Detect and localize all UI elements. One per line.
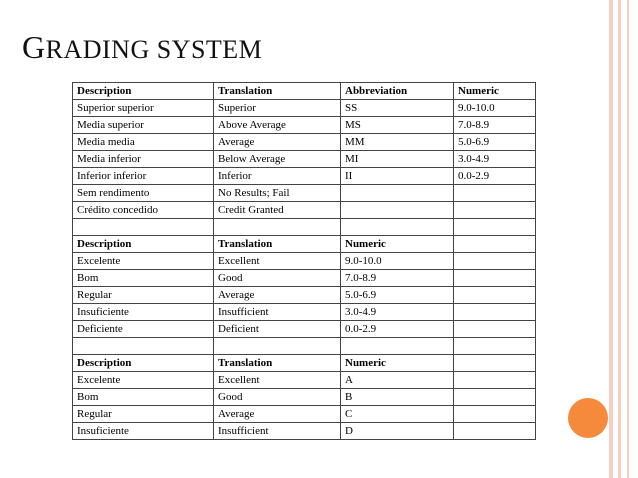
table-cell: Deficiente [73, 321, 214, 338]
decorative-stripe [618, 0, 621, 478]
table-row [73, 202, 536, 219]
column-header: Numeric [454, 83, 536, 100]
table-cell: 9.0-10.0 [454, 100, 536, 117]
table-cell [454, 406, 536, 423]
empty-cell [454, 219, 536, 236]
table-cell: Media media [73, 134, 214, 151]
table-cell: MI [341, 151, 454, 168]
column-header: Description [73, 83, 214, 100]
column-header: Numeric [341, 355, 454, 372]
table-cell: Average [214, 134, 341, 151]
table-cell: Bom [73, 389, 214, 406]
table-cell: Crédito concedido [73, 202, 214, 219]
column-header: Translation [214, 355, 341, 372]
table-row [73, 100, 536, 117]
column-header [454, 355, 536, 372]
table-cell [454, 372, 536, 389]
table-cell: Excellent [214, 253, 341, 270]
table-cell: 9.0-10.0 [341, 253, 454, 270]
table-cell [454, 185, 536, 202]
table-cell: Media inferior [73, 151, 214, 168]
table-cell: 0.0-2.9 [454, 168, 536, 185]
table-cell: Media superior [73, 117, 214, 134]
table-row [73, 372, 536, 389]
title-rest: RADING SYSTEM [45, 35, 263, 64]
table-cell: 7.0-8.9 [454, 117, 536, 134]
table-cell: 0.0-2.9 [341, 321, 454, 338]
empty-cell [341, 338, 454, 355]
spacer-row [73, 338, 536, 355]
table-cell: Credit Granted [214, 202, 341, 219]
table-cell [454, 423, 536, 440]
table-row [73, 423, 536, 440]
table-cell: 5.0-6.9 [454, 134, 536, 151]
table-cell: Average [214, 287, 341, 304]
table-header-row [73, 236, 536, 253]
table-cell: MM [341, 134, 454, 151]
table-cell: 7.0-8.9 [341, 270, 454, 287]
empty-cell [454, 338, 536, 355]
table-cell: Sem rendimento [73, 185, 214, 202]
table-cell: MS [341, 117, 454, 134]
table-cell: Insuficiente [73, 423, 214, 440]
table-cell: Excellent [214, 372, 341, 389]
decorative-stripe [609, 0, 613, 478]
table-cell [454, 389, 536, 406]
orange-circle-decoration [568, 398, 608, 438]
table-cell: Good [214, 389, 341, 406]
title-initial: G [22, 29, 46, 65]
empty-cell [214, 219, 341, 236]
table-row [73, 321, 536, 338]
table-row [73, 168, 536, 185]
empty-cell [341, 219, 454, 236]
table-cell: Excelente [73, 253, 214, 270]
column-header: Translation [214, 236, 341, 253]
table-cell [341, 185, 454, 202]
column-header: Translation [214, 83, 341, 100]
table-cell: Insufficient [214, 304, 341, 321]
table-cell [454, 304, 536, 321]
table-cell: No Results; Fail [214, 185, 341, 202]
table-cell [454, 287, 536, 304]
table-cell: Average [214, 406, 341, 423]
table-cell: Regular [73, 287, 214, 304]
column-header: Numeric [341, 236, 454, 253]
column-header: Description [73, 236, 214, 253]
decorative-stripe [627, 0, 629, 478]
table-cell: Regular [73, 406, 214, 423]
empty-cell [214, 338, 341, 355]
table-row [73, 253, 536, 270]
table-cell [454, 321, 536, 338]
table-cell: C [341, 406, 454, 423]
empty-cell [73, 219, 214, 236]
column-header: Description [73, 355, 214, 372]
table-row [73, 185, 536, 202]
table-cell: 5.0-6.9 [341, 287, 454, 304]
table-cell: Below Average [214, 151, 341, 168]
table-row [73, 389, 536, 406]
table-cell: Deficient [214, 321, 341, 338]
table-row [73, 151, 536, 168]
table-cell: Inferior inferior [73, 168, 214, 185]
table-cell [454, 270, 536, 287]
table-cell [341, 202, 454, 219]
table-cell: II [341, 168, 454, 185]
table-row [73, 304, 536, 321]
column-header [454, 236, 536, 253]
table-cell: Superior [214, 100, 341, 117]
grading-table [72, 82, 536, 440]
table-row [73, 406, 536, 423]
spacer-row [73, 219, 536, 236]
table-cell [454, 253, 536, 270]
table-row [73, 270, 536, 287]
table-cell: Bom [73, 270, 214, 287]
table-cell: Inferior [214, 168, 341, 185]
table-cell: 3.0-4.9 [454, 151, 536, 168]
table-cell: B [341, 389, 454, 406]
table-cell: Superior superior [73, 100, 214, 117]
table-row [73, 134, 536, 151]
table-cell: Good [214, 270, 341, 287]
empty-cell [73, 338, 214, 355]
table-cell: D [341, 423, 454, 440]
table-row [73, 117, 536, 134]
table-row [73, 287, 536, 304]
table-cell: SS [341, 100, 454, 117]
table-cell [454, 202, 536, 219]
table-cell: Insufficient [214, 423, 341, 440]
table-cell: Excelente [73, 372, 214, 389]
table-header-row [73, 355, 536, 372]
table-cell: 3.0-4.9 [341, 304, 454, 321]
slide-title [22, 31, 262, 63]
table-cell: Above Average [214, 117, 341, 134]
table-cell: Insuficiente [73, 304, 214, 321]
table-cell: A [341, 372, 454, 389]
column-header: Abbreviation [341, 83, 454, 100]
table-header-row [73, 83, 536, 100]
